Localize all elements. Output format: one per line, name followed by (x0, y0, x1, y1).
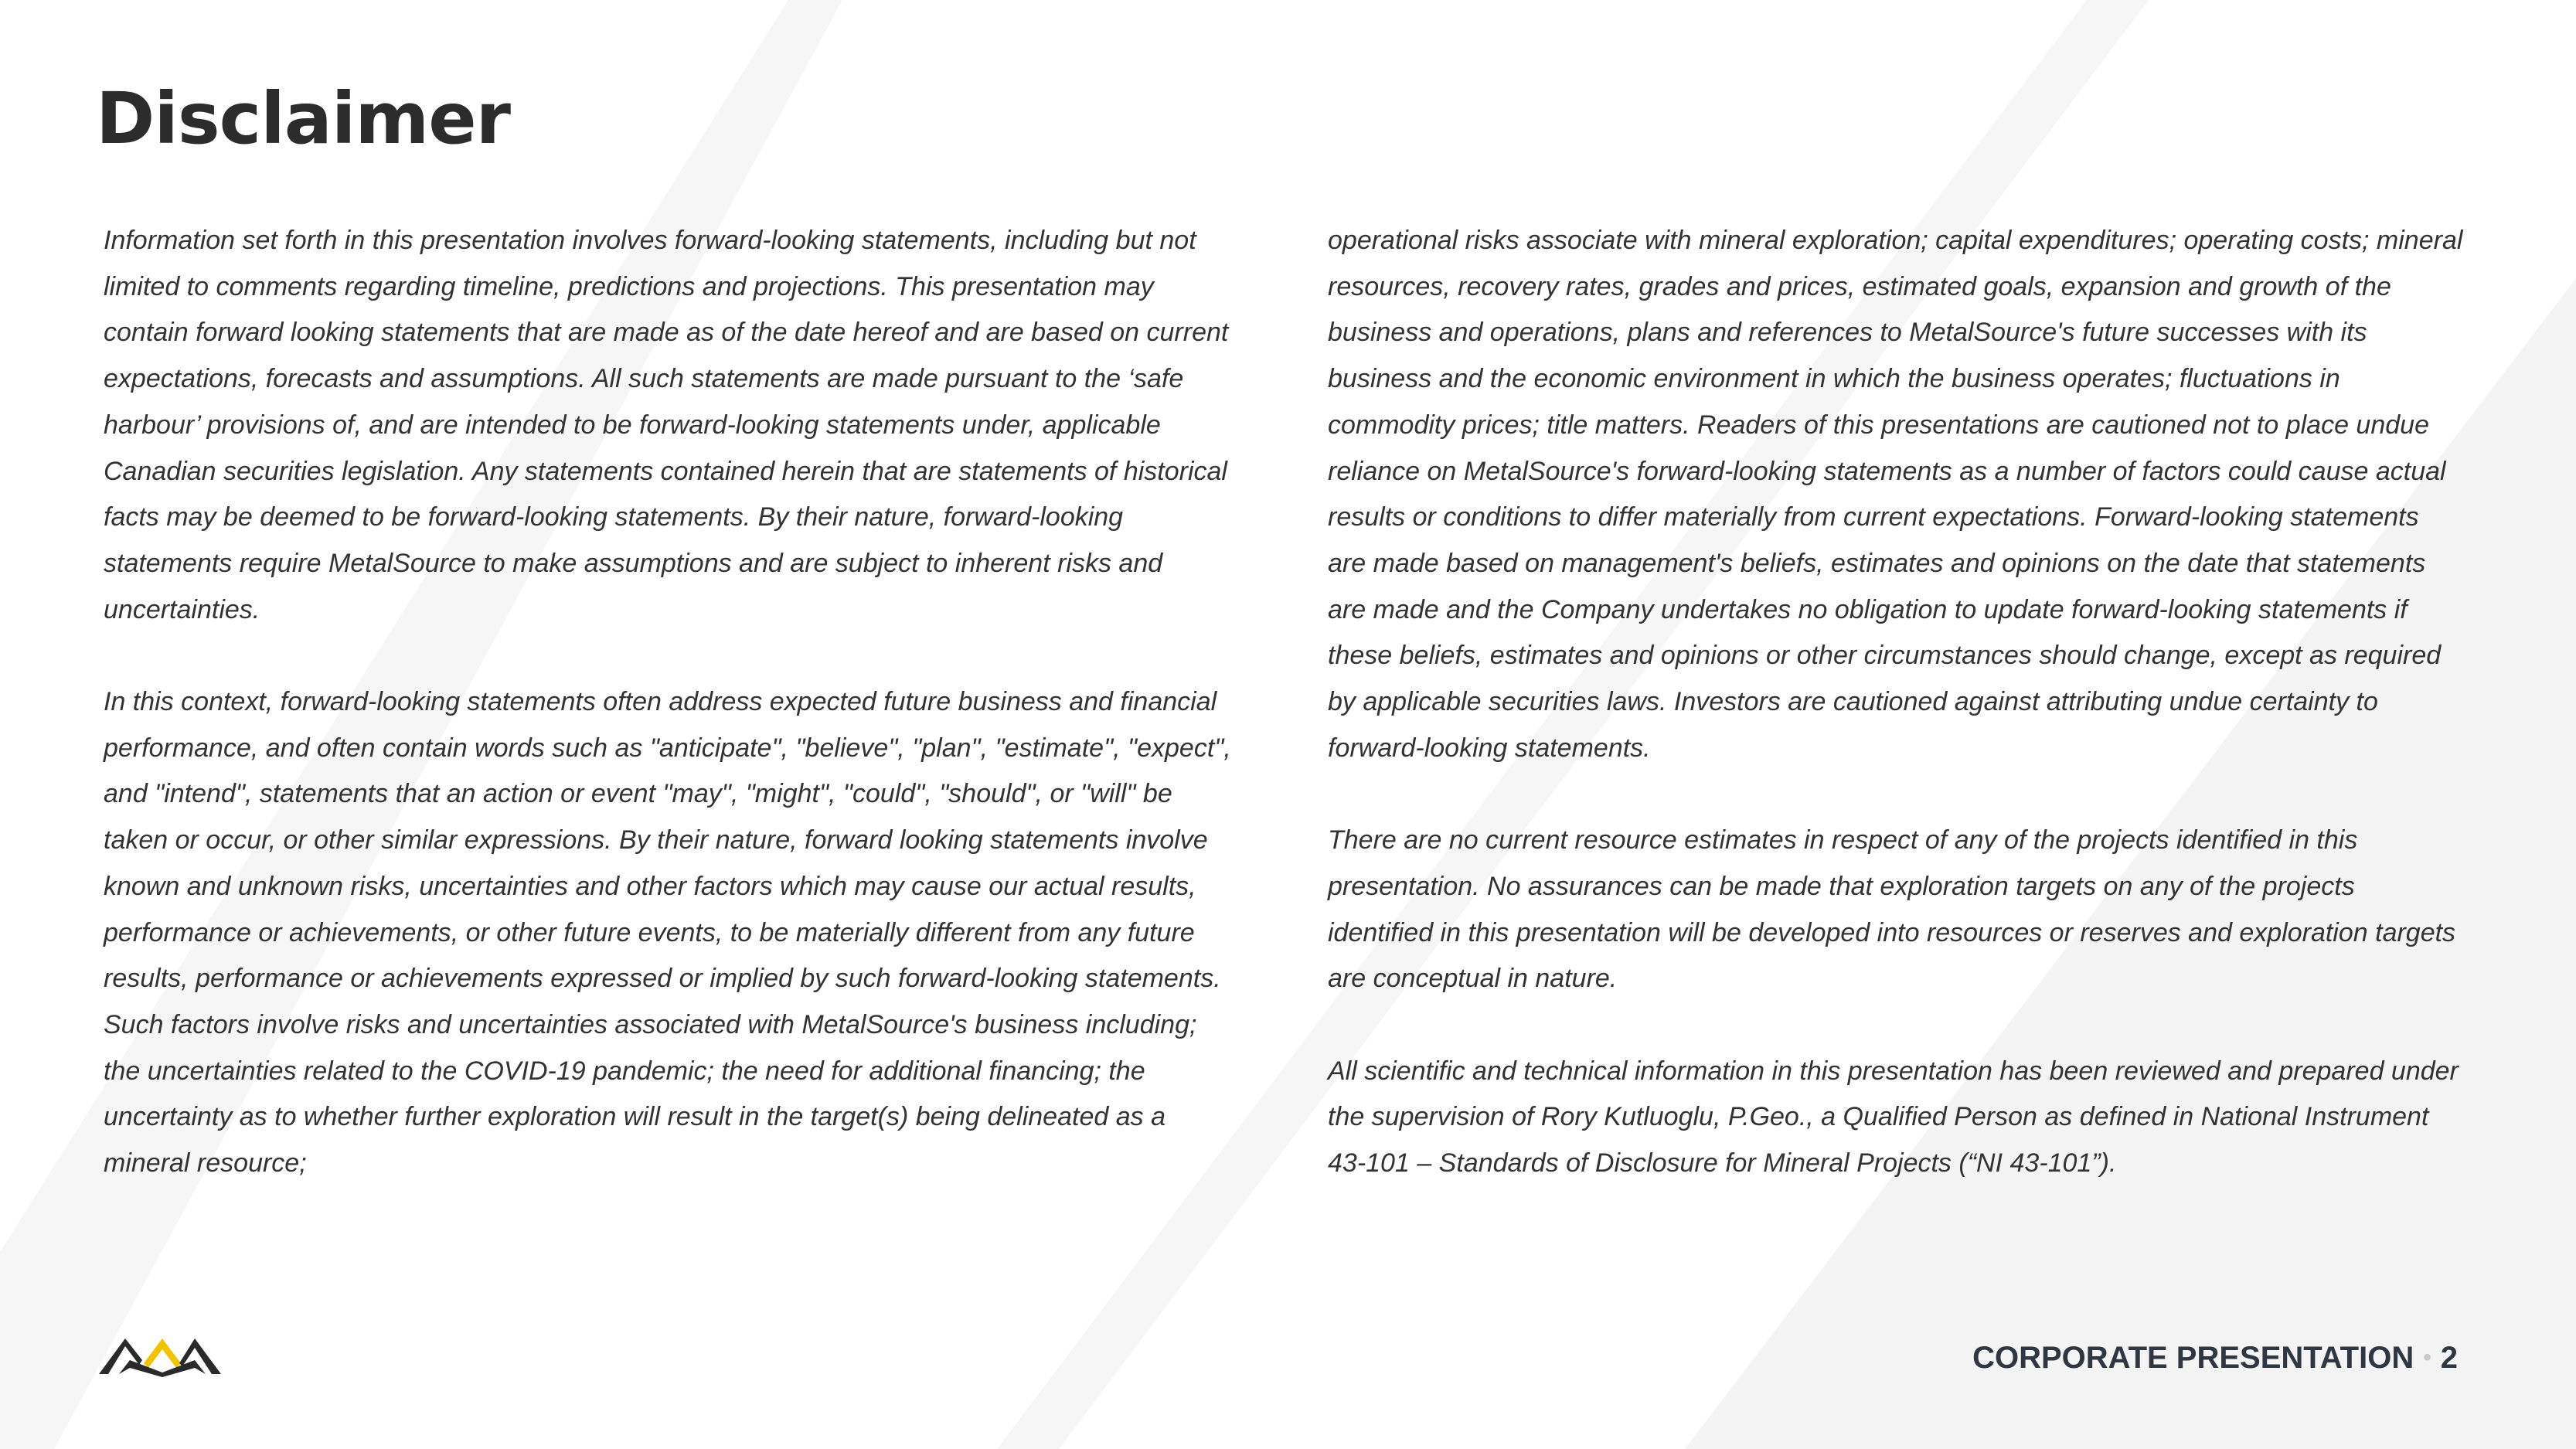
disclaimer-paragraph: All scientific and technical information in this presentation has been reviewed and prepared under the supervision of Rory Kutluoglu, P.Geo., a Qualified Person as defined in National Instrument 43-101 – Standards of Disclosure for Mineral Projects (“NI 43-101”). (1328, 1056, 2459, 1179)
mountain-logo-icon (99, 1328, 221, 1377)
footer-label: CORPORATE PRESENTATION (1972, 1341, 2414, 1375)
disclaimer-right-column (1328, 218, 2464, 1187)
disclaimer-paragraph: In this context, forward-looking statements often address expected future business and financial performance, and often contain words such as "anticipate", "believe", "plan", "estimate", "expect", and "intend", statements that an action or event "may", "might", "could", "should", or "will" be taken or occur, or other similar expressions. By their nature, forward looking statements involve known and unknown risks, uncertainties and other factors which may cause our actual results, performance or achievements, or other future events, to be materially different from any future results, performance or achievements expressed or implied by such forward-looking statements. Such factors involve risks and uncertainties associated with MetalSource's business including; the uncertainties related to the COVID-19 pandemic; the need for additional financing; the uncertainty as to whether further exploration will result in the target(s) being delineated as a mineral resource; (104, 687, 1231, 1179)
page-number: 2 (2440, 1341, 2458, 1375)
disclaimer-paragraph: There are no current resource estimates in respect of any of the projects identified in this presentation. No assurances can be made that exploration targets on any of the projects identified in this presentation will be developed into resources or reserves and exploration targets are conceptual in nature. (1328, 825, 2456, 994)
disclaimer-left-column (104, 218, 1232, 1187)
footer (1972, 1339, 2458, 1376)
disclaimer-paragraph: operational risks associate with mineral exploration; capital expenditures; operating costs; mineral resources, recovery rates, grades and prices, estimated goals, expansion and growth of the business and operations, plans and references to MetalSource's future successes with its business and the economic environment in which the business operates; fluctuations in commodity prices; title matters. Readers of this presentations are cautioned not to place undue reliance on MetalSource's forward-looking statements as a number of factors could cause actual results or conditions to differ materially from current expectations. Forward-looking statements are made based on management's beliefs, estimates and opinions on the date that statements are made and the Company undertakes no obligation to update forward-looking statements if these beliefs, estimates and opinions or other circumstances should change, except as required by applicable securities laws. Investors are cautioned against attributing undue certainty to forward-looking statements. (1328, 226, 2463, 763)
footer-separator: • (2423, 1345, 2431, 1370)
disclaimer-paragraph: Information set forth in this presentation involves forward-looking statements, including but not limited to comments regarding timeline, predictions and projections. This presentation may contain forward looking statements that are made as of the date hereof and are based on current expectations, forecasts and assumptions. All such statements are made pursuant to the ‘safe harbour’ provisions of, and are intended to be forward-looking statements under, applicable Canadian securities legislation. Any statements contained herein that are statements of historical facts may be deemed to be forward-looking statements. By their nature, forward-looking statements require MetalSource to make assumptions and are subject to inherent risks and uncertainties. (104, 226, 1229, 624)
page-title: Disclaimer (96, 77, 510, 160)
